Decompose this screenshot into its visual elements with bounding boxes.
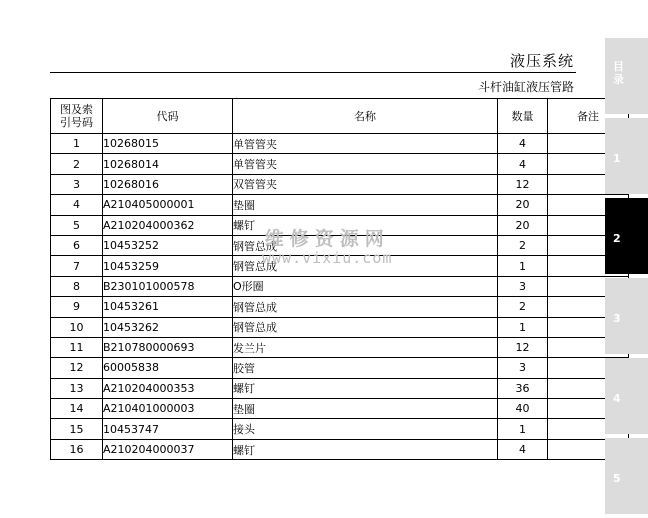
chapter-tab-label: 1	[613, 152, 621, 165]
cell-qty: 36	[498, 378, 548, 398]
table-row	[51, 215, 629, 235]
chapter-tab-label: 4	[613, 392, 621, 405]
section-title: 液压系统	[509, 52, 574, 70]
cell-name: 胶管	[233, 358, 498, 378]
cell-qty: 3	[498, 276, 548, 296]
cell-name: 垫圈	[233, 399, 498, 419]
cell-index: 11	[51, 337, 103, 357]
chapter-tabs	[605, 38, 648, 518]
cell-index: 16	[51, 439, 103, 459]
cell-qty: 20	[498, 215, 548, 235]
cell-code: 10453262	[103, 317, 233, 337]
table-row	[51, 276, 629, 296]
cell-index: 7	[51, 256, 103, 276]
table-row	[51, 195, 629, 215]
cell-code: 10268016	[103, 174, 233, 194]
cell-index: 4	[51, 195, 103, 215]
cell-qty: 2	[498, 235, 548, 255]
cell-qty: 4	[498, 154, 548, 174]
col-header-index: 图及索引号码	[51, 99, 103, 134]
watermark-url: www.vixiu.com	[262, 249, 393, 267]
cell-code: 10453261	[103, 297, 233, 317]
cell-name: 钢管总成	[233, 256, 498, 276]
chapter-tab-label: 目录	[613, 60, 624, 86]
cell-name: 钢管总成	[233, 297, 498, 317]
cell-index: 6	[51, 235, 103, 255]
cell-qty: 4	[498, 439, 548, 459]
table-row	[51, 174, 629, 194]
cell-name: 单管管夹	[233, 134, 498, 154]
chapter-tab-5[interactable]	[605, 438, 648, 514]
cell-index: 8	[51, 276, 103, 296]
cell-index: 5	[51, 215, 103, 235]
col-header-code: 代码	[103, 99, 233, 134]
cell-name: 双管管夹	[233, 174, 498, 194]
cell-name: 单管管夹	[233, 154, 498, 174]
chapter-tab-1[interactable]	[605, 118, 648, 194]
cell-code: 10453747	[103, 419, 233, 439]
cell-qty: 40	[498, 399, 548, 419]
header-rule	[50, 72, 576, 73]
cell-qty: 20	[498, 195, 548, 215]
parts-table	[50, 98, 629, 460]
cell-index: 12	[51, 358, 103, 378]
table-header-row	[51, 99, 629, 134]
cell-index: 14	[51, 399, 103, 419]
cell-qty: 12	[498, 337, 548, 357]
sub-title: 斗杆油缸液压管路	[477, 80, 574, 94]
cell-name: 垫圈	[233, 195, 498, 215]
chapter-tab-toc[interactable]	[605, 38, 648, 114]
table-row	[51, 317, 629, 337]
cell-code: 10268014	[103, 154, 233, 174]
cell-index: 3	[51, 174, 103, 194]
cell-name: 钢管总成	[233, 317, 498, 337]
cell-qty: 12	[498, 174, 548, 194]
cell-index: 10	[51, 317, 103, 337]
chapter-tab-label: 2	[613, 232, 621, 245]
chapter-tab-4[interactable]	[605, 358, 648, 434]
cell-qty: 1	[498, 317, 548, 337]
cell-name: O形圈	[233, 276, 498, 296]
table-row	[51, 235, 629, 255]
table-row	[51, 154, 629, 174]
table-row	[51, 337, 629, 357]
table-body	[51, 134, 629, 460]
cell-qty: 2	[498, 297, 548, 317]
cell-code: B210780000693	[103, 337, 233, 357]
cell-name: 螺钉	[233, 439, 498, 459]
cell-index: 15	[51, 419, 103, 439]
table-row	[51, 134, 629, 154]
cell-qty: 4	[498, 134, 548, 154]
table-row	[51, 378, 629, 398]
col-header-qty: 数量	[498, 99, 548, 134]
cell-index: 9	[51, 297, 103, 317]
cell-name: 接头	[233, 419, 498, 439]
cell-name: 螺钉	[233, 215, 498, 235]
cell-qty: 1	[498, 256, 548, 276]
table-row	[51, 419, 629, 439]
cell-code: A210204000037	[103, 439, 233, 459]
cell-name: 螺钉	[233, 378, 498, 398]
table-row	[51, 399, 629, 419]
chapter-tab-2[interactable]	[605, 198, 648, 274]
table-row	[51, 358, 629, 378]
chapter-tab-3[interactable]	[605, 278, 648, 354]
cell-name: 发兰片	[233, 337, 498, 357]
cell-code: A210401000003	[103, 399, 233, 419]
cell-code: A210204000362	[103, 215, 233, 235]
cell-index: 13	[51, 378, 103, 398]
chapter-tab-label: 5	[613, 472, 621, 485]
cell-index: 1	[51, 134, 103, 154]
cell-code: A210204000353	[103, 378, 233, 398]
table-row	[51, 439, 629, 459]
cell-code: 10268015	[103, 134, 233, 154]
cell-index: 2	[51, 154, 103, 174]
cell-name: 钢管总成	[233, 235, 498, 255]
chapter-tab-label: 3	[613, 312, 621, 325]
cell-code: 60005838	[103, 358, 233, 378]
watermark-text: 维修资源网	[264, 228, 390, 250]
table-row	[51, 256, 629, 276]
col-header-remark: 备注	[548, 99, 629, 134]
cell-qty: 3	[498, 358, 548, 378]
cell-qty: 1	[498, 419, 548, 439]
cell-code: 10453259	[103, 256, 233, 276]
cell-code: 10453252	[103, 235, 233, 255]
cell-code: A210405000001	[103, 195, 233, 215]
col-header-name: 名称	[233, 99, 498, 134]
cell-code: B230101000578	[103, 276, 233, 296]
table-row	[51, 297, 629, 317]
